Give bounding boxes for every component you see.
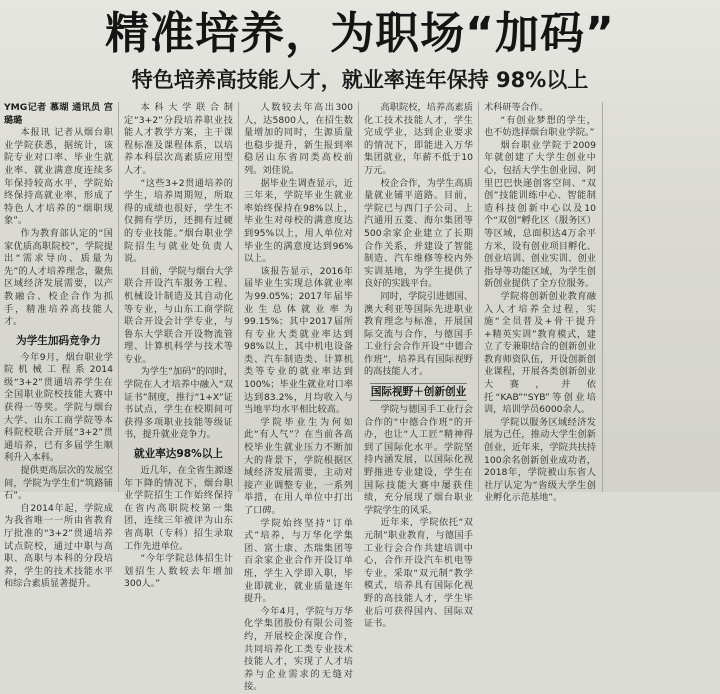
paragraph: 作为教育部认定的“国家优质高职院校”，学院提出“需求导向、质量为先”的人才培养理念，聚焦区域经济发展需要，以产教融合、校企合作为抓手，精准培养高技能人才。 [4,227,113,328]
paragraph: 术科研等合作。 [484,102,549,113]
paragraph: 该报告显示，2016年届毕业生实现总体就业率为99.05%；2017年届毕业生总体就业率为99.15%；其中2017届所有专业大类就业率达到98%以上，其中机电设备类、汽车制造类、计算机类等专业的就业率达到100%；毕业生就业对口率达到83.2%，月均收入与当地平均水平相比较高。 [244,265,353,416]
column-divider [238,102,239,492]
paragraph: 本报讯 记者从烟台职业学院获悉，据统计，该院专业对口率、毕业生就业率、就业满意度连续多年保持较高水平，学院始终保持高就业率，形成了特色人才培养的“烟职现象”。 [4,127,113,227]
article-column-1 [4,102,113,590]
paragraph: 高职院校，培养高素质化工技术技能人才，学生完成学业，达到企业要求的情况下，即能进入万华集团就业，年薪不低于10万元。 [364,102,473,176]
paragraph: 本科大学联合制定“3+2”分段培养职业技能人才教学方案，主干课程标准及课程体系，以培养本科层次高素质应用型人才。 [124,102,233,176]
subheadline: 特色培养高技能人才，就业率连年保持 98%以上 [131,68,589,92]
column-divider [358,102,359,492]
paragraph: 为学生“加码”的同时，学院在人才培养中融入“双证书”制度，推行“1+X”证书试点，学生在校期间可获得多项职业技能等级证书，提升就业竞争力。 [124,366,233,441]
paragraph: 学院与德国手工业行会合作的“中德合作班”的开办，也让“人工匠”精神得到了国际化水平。学院坚持内涵发展，以国际化视野推进专业建设，学生在国际技能大赛中屡获佳绩，充分展现了烟台职业学院学生的风采。 [364,404,473,516]
paragraph: 近年来，学院依托“双元制”职业教育，与德国手工业行会合作共建培训中心，合作开设汽车机电等专业，采取“双元制”教学模式，培养具有国际化视野的高技能人才，学生毕业后可获得国内、国际双证书。 [364,517,473,630]
paragraph: 自2014年起，学院成为我省唯一一所由省教育厅批准的“3+2”贯通培养试点院校，通过中职与高职、高职与本科的分段培养，学生的技术技能水平和综合素质显著提升。 [4,502,113,590]
paragraph: “今年学院总体招生计划招生人数较去年增加300人。” [124,553,233,590]
article-column-4 [364,102,473,630]
section-heading: 国际视野＋创新创业 [370,383,467,401]
article-column-3 [244,102,353,693]
paragraph: 今年4月，学院与万华化学集团股份有限公司签约，开展校企深度合作，共同培养化工类专业技术技能人才，实现了人才培养与企业需求的无缝对接。 [244,605,353,693]
paragraph: 人数较去年高出300人，达5800人，在招生数量增加的同时，生源质量也稳步提升，新生报到率稳居山东省同类高校前列。刘佳说。 [244,102,353,176]
paragraph: “这些3+2贯通培养的学生，培养周期短，所取得的成绩也很好，学生不仅拥有学历，还拥有过硬的专业技能。”烟台职业学院招生与就业处负责人说。 [124,177,233,265]
paragraph: 学院将创新创业教育融入人才培养全过程，实施“全员普及+骨干提升+精英实训”教育模式，建立了专兼职结合的创新创业教育师资队伍，开设创新创业课程，开展各类创新创业大赛，并依托“KAB”“SYB”等创业培训，培训学员6000余人。 [484,290,596,416]
paragraph: 同时，学院引进德国、澳大利亚等国际先进职业教育理念与标准，开展国际交流与合作，与德国手工业行会合作开设“中德合作班”，培养具有国际视野的高技能人才。 [364,290,473,378]
section-heading: 为学生加码竞争力 [16,334,101,347]
byline: YMG记者 慕瑚 通讯员 宫璐璐 [4,102,113,126]
headline: 精准培养，为职场“加码” [105,8,615,59]
column-divider [478,102,479,492]
section-heading: 就业率达98%以上 [134,448,223,461]
paragraph: “有创业梦想的学生，也不妨选择烟台职业学院。” [484,114,596,139]
paragraph: 今年9月，烟台职业学院机械工程系2014级“3+2”贯通培养学生在全国职业院校技能大赛中获得一等奖。学院与烟台大学、山东工商学院等本科院校联合开展“3+2”贯通培养，已有多届学生顺利升入本科。 [4,351,113,464]
paragraph: 学院毕业生为何如此“有人气”？在当前各高校毕业生就业压力不断加大的背景下，学院根据区域经济发展需要，主动对接产业调整专业，一系列举措，在用人单位中打出了口碑。 [244,416,353,516]
paragraph: 学院以服务区域经济发展为己任，推动大学生创新创业，近年来，学院共扶持100余名创新创业成功者，2018年，学院被山东省人社厅认定为“省级大学生创业孵化示范基地”。 [484,416,596,504]
paragraph: 据毕业生调查显示，近三年来，学院毕业生就业率始终保持在98%以上，毕业生对母校的满意度达到95%以上，用人单位对毕业生的满意度达到96%以上。 [244,177,353,265]
article-column-2 [124,102,233,590]
column-divider [602,102,603,492]
article-column-5 [484,102,596,504]
column-divider [118,102,119,492]
paragraph: 目前，学院与烟台大学联合开设汽车服务工程、机械设计制造及其自动化等专业，与山东工商学院联合开设会计学专业，与鲁东大学联合开设物流管理、计算机科学与技术等专业。 [124,265,233,365]
paragraph: 校企合作，为学生高质量就业铺平道路。目前，学院已与西门子公司、上汽通用五菱、海尔集团等500余家企业建立了长期合作关系，并建设了智能制造、汽车维修等校内外实训基地，为学生提供了良好的实践平台。 [364,177,473,290]
paragraph: 烟台职业学院于2009年就创建了大学生创业中心，包括大学生创业园、阿里巴巴快递创客空间、“双创”技能训练中心、智能制造科技创新中心以及10个“双创”孵化区（服务区）等区域，总面积达4万余平方米，设有创业项目孵化、创业培训、创业实训、创业指导等功能区域，为学生创新创业提供了全方位服务。 [484,139,596,290]
paragraph: 提供更高层次的发展空间，学院为学生们“筑路铺石”。 [4,465,113,502]
paragraph: 近几年，在全省生源逐年下降的情况下，烟台职业学院招生工作始终保持在省内高职院校第一集团，连续三年被评为山东省高职（专科）招生录取工作先进单位。 [124,465,233,552]
paragraph: 学院始终坚持“订单式”培养，与万华化学集团、富士康、杰瑞集团等百余家企业合作开设订单班，学生入学即入职，毕业即就业，就业质量逐年提升。 [244,517,353,605]
